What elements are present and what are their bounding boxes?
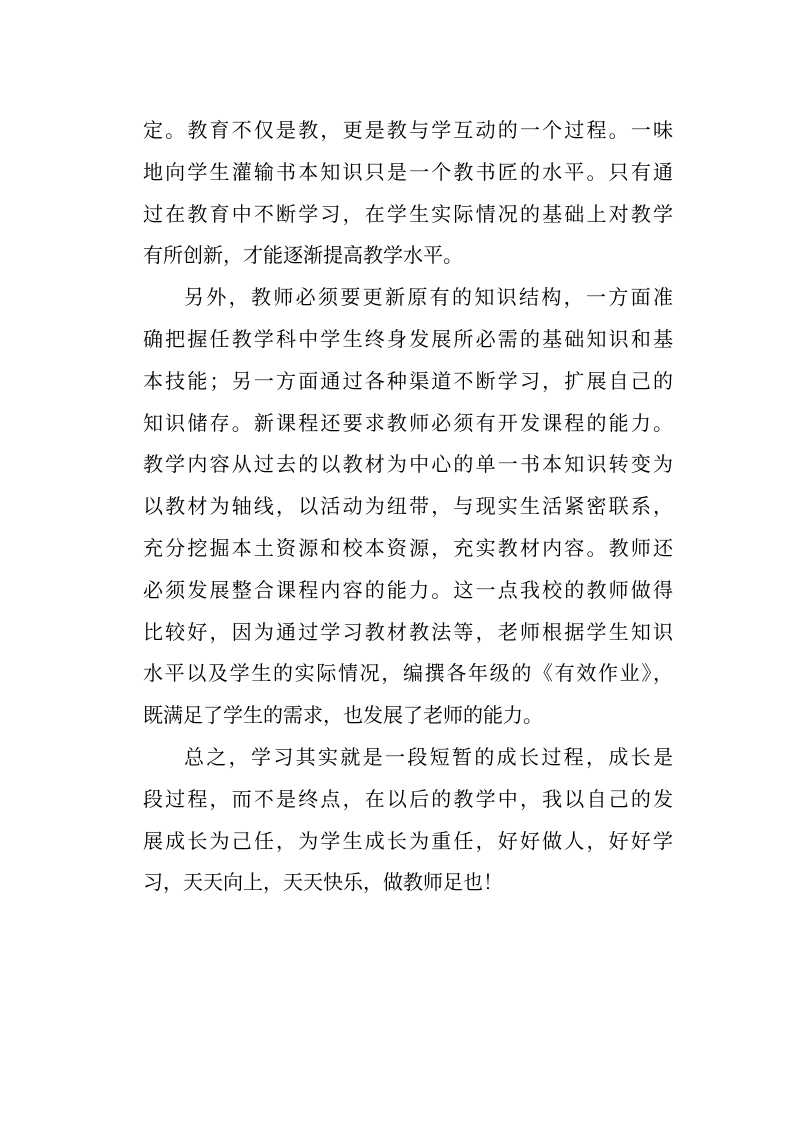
- body-text: [143, 110, 673, 904]
- paragraph-1-line-2: 地向学生灌输书本知识只是一个教书匠的水平。只有通: [143, 159, 673, 184]
- paragraph-3-line-3: 展成长为己任，为学生成长为重任，好好做人，好好学: [143, 828, 673, 853]
- paragraph-3-line-1: 总之，学习其实就是一段短暂的成长过程，成长是: [184, 744, 673, 769]
- paragraph-1-line-1: 定。教育不仅是教，更是教与学互动的一个过程。一味: [143, 118, 673, 142]
- paragraph-3-line-2: 段过程，而不是终点，在以后的教学中，我以自己的发: [143, 786, 673, 811]
- paragraph-2-line-6: 以教材为轴线，以活动为纽带，与现实生活紧密联系，: [143, 494, 673, 519]
- paragraph-1-line-3: 过在教育中不断学习，在学生实际情况的基础上对教学: [143, 201, 673, 226]
- paragraph-2-line-8: 必须发展整合课程内容的能力。这一点我校的教师做得: [143, 577, 673, 602]
- paragraph-2-line-11: 既满足了学生的需求，也发展了老师的能力。: [143, 703, 543, 728]
- paragraph-2-line-9: 比较好，因为通过学习教材教法等，老师根据学生知识: [143, 619, 673, 644]
- paragraph-2-line-10: 水平以及学生的实际情况，编撰各年级的《有效作业》，: [143, 661, 673, 686]
- paragraph-3-line-4: 习，天天向上，天天快乐，做教师足也！: [143, 870, 503, 895]
- paragraph-2-line-2: 确把握任教学科中学生终身发展所必需的基础知识和基: [143, 326, 673, 351]
- paragraph-2-line-4: 知识储存。新课程还要求教师必须有开发课程的能力。: [143, 410, 673, 435]
- paragraph-1-line-4: 有所创新，才能逐渐提高教学水平。: [143, 243, 463, 268]
- paragraph-2-line-1: 另外，教师必须要更新原有的知识结构，一方面准: [184, 285, 673, 310]
- paragraph-2-line-5: 教学内容从过去的以教材为中心的单一书本知识转变为: [143, 452, 673, 477]
- paragraph-2-line-7: 充分挖掘本土资源和校本资源，充实教材内容。教师还: [143, 535, 673, 560]
- paragraph-2-line-3: 本技能；另一方面通过各种渠道不断学习，扩展自己的: [143, 368, 673, 393]
